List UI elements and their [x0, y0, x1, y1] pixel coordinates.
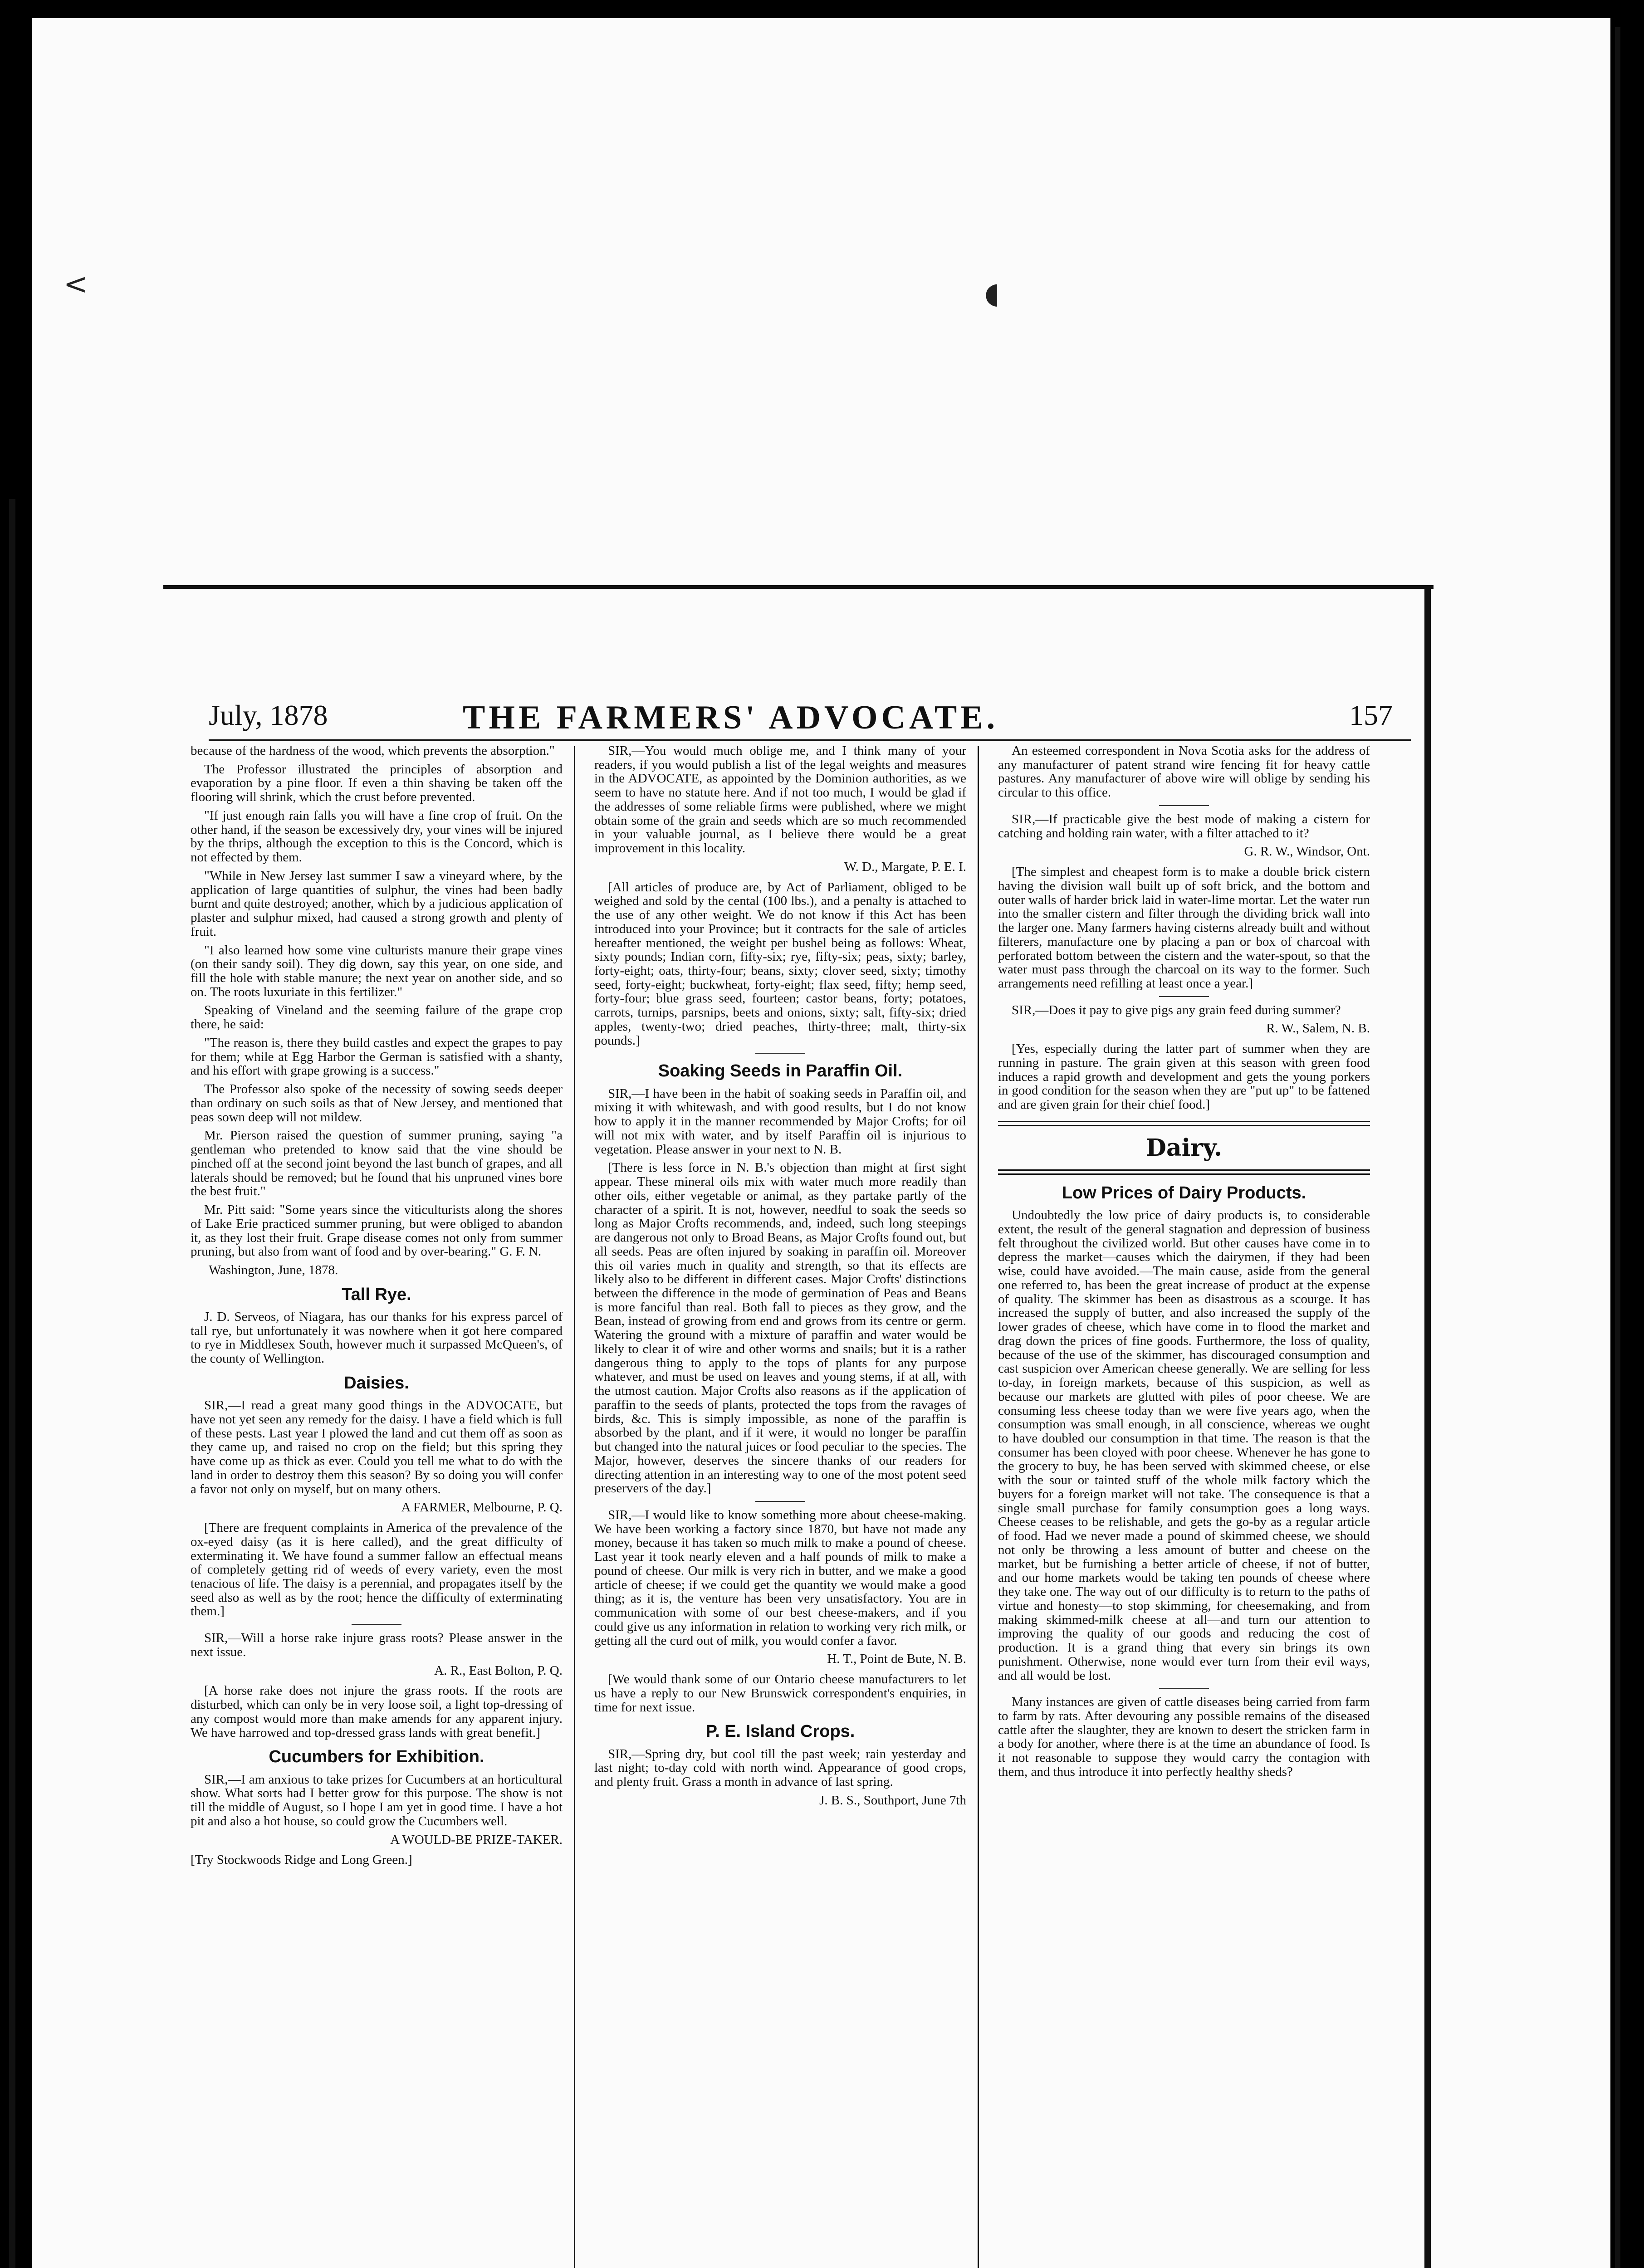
page-header: [209, 689, 1411, 741]
editor-reply: [Yes, especially during the latter part of summer when they are running in pasture. The grain given at this season with green food induces a rapid growth and development and gets the young porkers in good condition for the season when they are "put up" to be fattened and are given grain for their chief food.]: [998, 1041, 1370, 1112]
separator: [755, 1501, 805, 1502]
paragraph: "I also learned how some vine culturists manure their grape vines (on their sandy soil). They dig down, say this year, on one side, and fill the hole with stable manure; the next year on another side, and so on. The roots luxuriate in this fertilizer.": [191, 943, 563, 999]
page-border-right: [1424, 585, 1431, 2268]
signature: A. R., East Bolton, P. Q.: [434, 1663, 563, 1678]
letter: SIR,—I would like to know something more about cheese-making. We have been working a factory since 1870, but have not made any money, because it has taken so much milk to make a pound of cheese. Last year it took nearly eleven and a half pounds of milk to make a pound of cheese. Our milk is very rich in butter, and we make a good article of cheese; if we could get the quantity we would make a good thing; as it is, the venture has been very unsatisfactory. You are in communication with some of our best cheese-makers, and if you could give us any information in relation to working very rich milk, or getting all the curd out of milk, you would confer a favor.: [594, 1507, 966, 1648]
separator: [1159, 1688, 1209, 1689]
editor-reply: [There is less force in N. B.'s objection than might at first sight appear. These mineral oils mix with water much more readily than other oils, either vegetable or animal, as they partake partly of the character of a spirit. It is not, however, needful to soak the seeds so long as Major Crofts recommends, and, indeed, such long steepings are dangerous not only to Broad Beans, as Major Crofts found out, but all seeds. Peas are often injured by soaking in paraffin oil. Moreover this oil varies much in quality and strength, so that its effects are likely also to be different in different cases. Major Crofts' distinctions between the difference in the mode of germination of Peas and Beans is more fanciful than real. Both fall to pieces as they grow, and the Bean, instead of growing from end and grows from its centre or germ. Watering the ground with a mixture of paraffin and water would be likely to clear it of wire and other worms and snails; but it is a rather dangerous thing to apply to the tops of plants for any purpose whatever, and must be used on leaves and young stems, if at all, with the utmost caution. Major Crofts also reasons as if the application of paraffin to the seeds of plants, protected the tops from the ravages of birds, &c. This is simply impossible, as none of the paraffin is absorbed by the plant, and if it were, it would no longer be paraffin but changed into the natural juices or food peculiar to the species. The Major, however, deserves the sincere thanks of our readers for directing attention in an interesting way to one of the most potent seed preservers of the day.]: [594, 1160, 966, 1496]
issue-date: July, 1878: [209, 699, 328, 731]
heading-cucumbers: Cucumbers for Exhibition.: [269, 1747, 484, 1767]
column-1: [191, 744, 563, 2268]
paragraph: Speaking of Vineland and the seeming failure of the grape crop there, he said:: [191, 1003, 563, 1032]
letter: SIR,—If practicable give the best mode of making a cistern for catching and holding rain water, with a filter attached to it?: [998, 811, 1370, 841]
separator: [352, 1624, 401, 1625]
publication-title: THE FARMERS' ADVOCATE.: [463, 699, 999, 736]
paragraph: "The reason is, there they build castles and expect the grapes to pay for them; while at Egg Harbor the German is satisfied with a shanty, and his effort with grape growing is a success.": [191, 1035, 563, 1078]
scan-border-left: [9, 499, 15, 2268]
signature: J. B. S., Southport, June 7th: [819, 1793, 966, 1808]
heading-island-crops: P. E. Island Crops.: [705, 1722, 855, 1741]
editor-reply: [There are frequent complaints in America of the prevalence of the ox-eyed daisy (as it is here called), and the great difficulty of exterminating it. We have found a summer fallow an effectual means of completely getting rid of weeds of every variety, even the most tenacious of life. The daisy is a perennial, and propagates itself by the seed also as well as by the root; hence the difficulty of exterminating them.]: [191, 1520, 563, 1619]
scan-mark-center: ◖: [984, 277, 1000, 310]
section-heading-dairy: Dairy.: [1145, 1134, 1223, 1162]
column-rule-2: [978, 746, 979, 2268]
signature: A FARMER, Melbourne, P. Q.: [401, 1500, 563, 1515]
signature: R. W., Salem, N. B.: [1266, 1021, 1370, 1036]
signature: G. R. W., Windsor, Ont.: [1244, 844, 1370, 859]
article-body: Undoubtedly the low price of dairy products is, to considerable extent, the result of the general stagnation and depression of business felt throughout the civilized world. But other causes have come in to depress the market—causes which the dairymen, if they had been wise, could have avoided.—The main cause, aside from the general one referred to, has been the great increase of product at the expense of quality. The skimmer has been as disastrous as a scourge. It has increased the supply of butter, and also increased the supply of the lower grades of cheese, which have come in to flood the market and drag down the prices of fine goods. Furthermore, the loss of quality, because of the use of the skimmer, has discouraged consumption and cast suspicion over American cheese generally. We are selling for less to-day, in foreign markets, because of this suspicion, as well as because our markets are glutted with piles of poor cheese. We are consuming less cheese today than we were five years ago, when the consumption was small enough, in all conscience, whereas we ought to have doubled our consumption in that time. The reason is that the consumer has been cloyed with poor cheese. Whenever he has gone to the grocery to buy, he has been served with skimmed cheese, or else with the sour or tainted stuff of the whole milk factory which the buyers for a foreign market will not take. The consequence is that a single small purchase for family consumption goes a long ways. Cheese ceases to be relishable, and gets the go-by as a regular article of food. Had we never made a pound of skimmed cheese, we should not only be throwing a less amount of butter and cheese on the market, but be furnishing a better article of cheese, if not of butter, and our home markets would be taking ten pounds of cheese where they take one. The way out of our difficulty is to return to the paths of virtue and honesty—to stop skimming, for cheesemaking, and from making skimmed-milk cheese at all—and turn our attention to improving the quality of our goods and reducing the cost of production. It is a grand thing that every sin brings its own punishment. Otherwise, none would ever turn from their evil ways, and all would be lost.: [998, 1208, 1370, 1683]
letter: SIR,—Does it pay to give pigs any grain feed during summer?: [1012, 1002, 1341, 1017]
separator: [1159, 805, 1209, 806]
signature: Washington, June, 1878.: [209, 1262, 338, 1277]
section-rule: [998, 1169, 1370, 1175]
heading-low-prices: Low Prices of Dairy Products.: [1062, 1183, 1306, 1202]
column-3: [998, 744, 1370, 2268]
signature: H. T., Point de Bute, N. B.: [827, 1652, 966, 1667]
letter: SIR,—I read a great many good things in the ADVOCATE, but have not yet seen any remedy for the daisy. I have a field which is full of these pests. Last year I plowed the land and cut them off as soon as they came up, and raised no crop on the field; but this spring they have come up as thick as ever. Could you tell me what to do with the land in order to destroy them this season? By so doing you will confer a favor not only on myself, but on many others.: [191, 1398, 563, 1496]
page-number: 157: [1349, 699, 1393, 731]
letter: SIR,—I am anxious to take prizes for Cucumbers at an horticultural show. What sorts had I better grow for this purpose. The show is not till the middle of August, so I hope I am yet in good time. I have a hot pit and also a hot house, so could grow the Cucumbers well.: [191, 1772, 563, 1828]
editor-reply: [All articles of produce are, by Act of Parliament, obliged to be weighed and sold by the cental (100 lbs.), and a penalty is attached to the use of any other weight. We do not know if this Act has been introduced into your Province; but it contracts for the sale of articles hereafter mentioned, the weight per bushel being as follows: Wheat, sixty pounds; Indian corn, fifty-six; rye, fifty-six; peas, sixty; barley, forty-eight; oats, thirty-four; beans, sixty; clover seed, sixty; timothy seed, forty-eight; buckwheat, forty-eight; flax seed, fifty; hemp seed, forty-four; blue grass seed, fourteen; castor beans, forty; potatoes, carrots, turnips, parsnips, beets and onions, sixty; salt, fifty-six; dried apples, twenty-two; dried peaches, thirty-three; malt, thirty-six pounds.]: [594, 880, 966, 1048]
paragraph: "If just enough rain falls you will have a fine crop of fruit. On the other hand, if the season be excessively dry, your vines will be injured by the thrips, although the exception to this is the Concord, which is not effected by them.: [191, 808, 563, 865]
paragraph: Many instances are given of cattle diseases being carried from farm to farm by rats. After devouring any possible remains of the diseased cattle after the slaughter, they are known to desert the stricken farm in a body for another, where there is at the time an abundance of food. Is it not reasonable to suppose they would carry the contagion with them, and thus introduce it into perfectly healthy sheds?: [998, 1695, 1370, 1779]
separator: [1159, 996, 1209, 997]
heading-tall-rye: Tall Rye.: [342, 1285, 411, 1304]
editor-reply: [The simplest and cheapest form is to make a double brick cistern having the division wall built up of soft brick, and the bottom and outer walls of harder brick laid in water-lime mortar. Let the water run into the smaller cistern and filter through the dividing brick wall into the larger one. Many farmers having cisterns already built and without filterers, manufacture one by placing a pan or box of charcoal with perforated bottom between the cistern and the water-spout, so that the water must pass through the charcoal on its way to the former. Such arrangements need refilling at least once a year.]: [998, 865, 1370, 991]
editor-reply: [Try Stockwoods Ridge and Long Green.]: [191, 1853, 412, 1867]
paragraph: "While in New Jersey last summer I saw a vineyard where, by the application of large quantities of sulphur, the vines had been badly burnt and quite destroyed; another, which by a judicious application of plaster and sulphur mixed, had caused a strong growth and plenty of fruit.: [191, 868, 563, 939]
letter: SIR,—Spring dry, but cool till the past week; rain yesterday and last night; to-day cold with north wind. Appearance of good crops, and plenty fruit. Grass a month in advance of last spring.: [594, 1746, 966, 1789]
editor-reply: [We would thank some of our Ontario cheese manufacturers to let us have a reply to our New Brunswick correspondent's enquiries, in time for next issue.: [594, 1672, 966, 1715]
heading-soaking-seeds: Soaking Seeds in Paraffin Oil.: [658, 1061, 903, 1081]
signature: A WOULD-BE PRIZE-TAKER.: [390, 1832, 563, 1847]
scan-mark-left: <: [64, 268, 88, 301]
section-rule: [998, 1121, 1370, 1126]
page-border-top: [163, 585, 1434, 589]
paragraph: The Professor illustrated the principles of absorption and evaporation by a pine floor. If even a thin shaving be taken off the flooring will shrink, which the crust before prevented.: [191, 762, 563, 805]
letter: SIR,—Will a horse rake injure grass roots? Please answer in the next issue.: [191, 1631, 563, 1659]
paragraph: Mr. Pierson raised the question of summer pruning, saying "a gentleman who pretended to know said that the vine should be pinched off at the second joint beyond the last bunch of grapes, and all laterals should be removed; but he found that his unpruned vines bore the best fruit.": [191, 1128, 563, 1199]
paragraph: An esteemed correspondent in Nova Scotia asks for the address of any manufacturer of patent strand wire fencing fit for heavy cattle pastures. Any manufacturer of above wire will oblige by sending his circular to this office.: [998, 744, 1370, 800]
paragraph: The Professor also spoke of the necessity of sowing seeds deeper than ordinary on such soils as that of New Jersey, and mentioned that peas sown deep will not mildew.: [191, 1082, 563, 1124]
signature: W. D., Margate, P. E. I.: [844, 859, 966, 874]
paragraph: J. D. Serveos, of Niagara, has our thanks for his express parcel of tall rye, but unfortunately it was nowhere when it got here compared to rye in Middlesex South, however much it surpassed McQueen's, of the county of Wellington.: [191, 1309, 563, 1366]
editor-reply: [A horse rake does not injure the grass roots. If the roots are disturbed, which can only be in very loose soil, a light top-dressing of any compost would more than make amends for any apparent injury. We have harrowed and top-dressed grass lands with great benefit.]: [191, 1683, 563, 1740]
heading-daisies: Daisies.: [344, 1373, 409, 1393]
paragraph: because of the hardness of the wood, which prevents the absorption.": [191, 744, 555, 758]
separator: [755, 1053, 805, 1054]
letter: SIR,—I have been in the habit of soaking seeds in Paraffin oil, and mixing it with whitewash, and with good results, but I do not know how to apply it in the manner recommended by Major Crofts; for oil will not mix with water, and by itself Paraffin oil is injurious to vegetation. Please answer in your next to N. B.: [594, 1086, 966, 1157]
column-2: [594, 744, 966, 2268]
letter: SIR,—You would much oblige me, and I think many of your readers, if you would publish a list of the legal weights and measures in the ADVOCATE, as appointed by the Dominion authorities, as we seem to have no statute here. And if not too much, I would be glad if the addresses of some reliable firms were published, where we might obtain some of the grain and seeds which are so much recommended in your valuable journal, as I believe there would be a great improvement in this locality.: [594, 744, 966, 856]
column-rule-1: [574, 746, 575, 2268]
paragraph: Mr. Pitt said: "Some years since the viticulturists along the shores of Lake Erie practiced summer pruning, but were obliged to abandon it, as they lost their fruit. Grape disease comes not only from summer pruning, but also from want of food and by over-bearing." G. F. N.: [191, 1202, 563, 1259]
scan-border-right: [1615, 27, 1620, 2268]
newspaper-page: [172, 590, 1413, 2268]
